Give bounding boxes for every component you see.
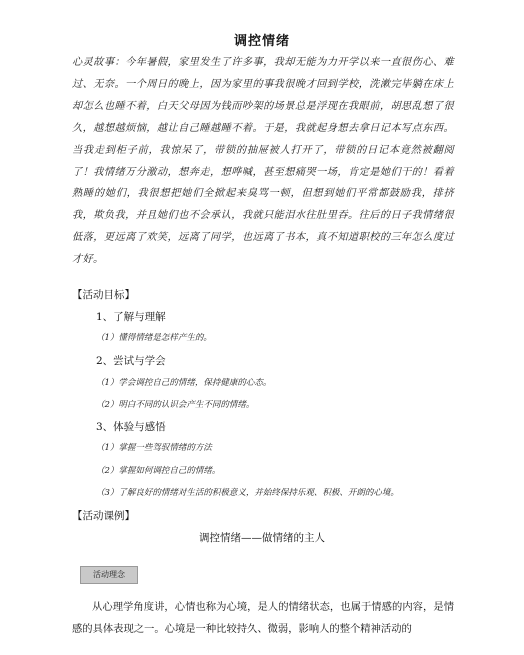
lesson-subtitle: 调控情绪——做情绪的主人 — [199, 532, 325, 544]
document-title: 调控情绪 — [233, 34, 290, 49]
activity-example-heading: 【活动课例】 — [72, 510, 135, 522]
goal-group-title: 1、了解与理解 — [96, 311, 166, 323]
goal-item: （1）懂得情绪是怎样产生的。 — [96, 333, 212, 343]
activity-goals-heading: 【活动目标】 — [72, 289, 135, 301]
concept-paragraph: 从心理学角度讲，心情也称为心境，是人的情绪状态，也属于情感的内容，是情感的具体表现之一。心境是一种比较持久、微弱，影响人的整个精神活动的 — [72, 601, 454, 635]
story-paragraph: 心灵故事：今年暑假，家里发生了许多事，我却无能为力开学以来一直很伤心、难过、无奈。一个周日的晚上，因为家里的事我很晚才回到学校，洗漱完毕躺在床上却怎么也睡不着，白天父母因为钱而吵架的场景总是浮现在我眼前，胡思乱想了很久，越想越烦恼，越让自己睡越睡不着。于是，我就起身想去拿日记本写点东西。当我走到柜子前，我惊呆了，带锁的抽屉被人打开了，带锁的日记本竟然被翻阅了！我情绪万分激动，想奔走，想哗喊，甚至想痛哭一场，肯定是她们干的！看着熟睡的她们，我很想把她们全掀起来臭骂一顿，但想到她们平常都鼓励我，排挤我，欺负我，并且她们也不会承认，我就只能泪水往肚里吞。往后的日子我情绪很低落，更远离了欢笑，远离了同学，也远离了书本，真不知道职校的三年怎么度过才好。 — [72, 57, 454, 266]
goal-item: （1）学会调控自己的情绪，保持健康的心态。 — [96, 378, 272, 388]
goal-group-title: 2、尝试与学会 — [96, 355, 166, 367]
goal-item: （1）掌握一些驾驭情绪的方法 — [96, 443, 212, 453]
goal-item: （3）了解良好的情绪对生活的积极意义，并始终保持乐观、积极、开朗的心境。 — [96, 488, 399, 498]
goal-item: （2）掌握如何调控自己的情绪。 — [96, 466, 221, 476]
goal-item: （2）明白不同的认识会产生不同的情绪。 — [96, 400, 255, 410]
goal-group-title: 3、体验与感悟 — [96, 421, 166, 433]
concept-label: 活动理念 — [80, 566, 138, 584]
